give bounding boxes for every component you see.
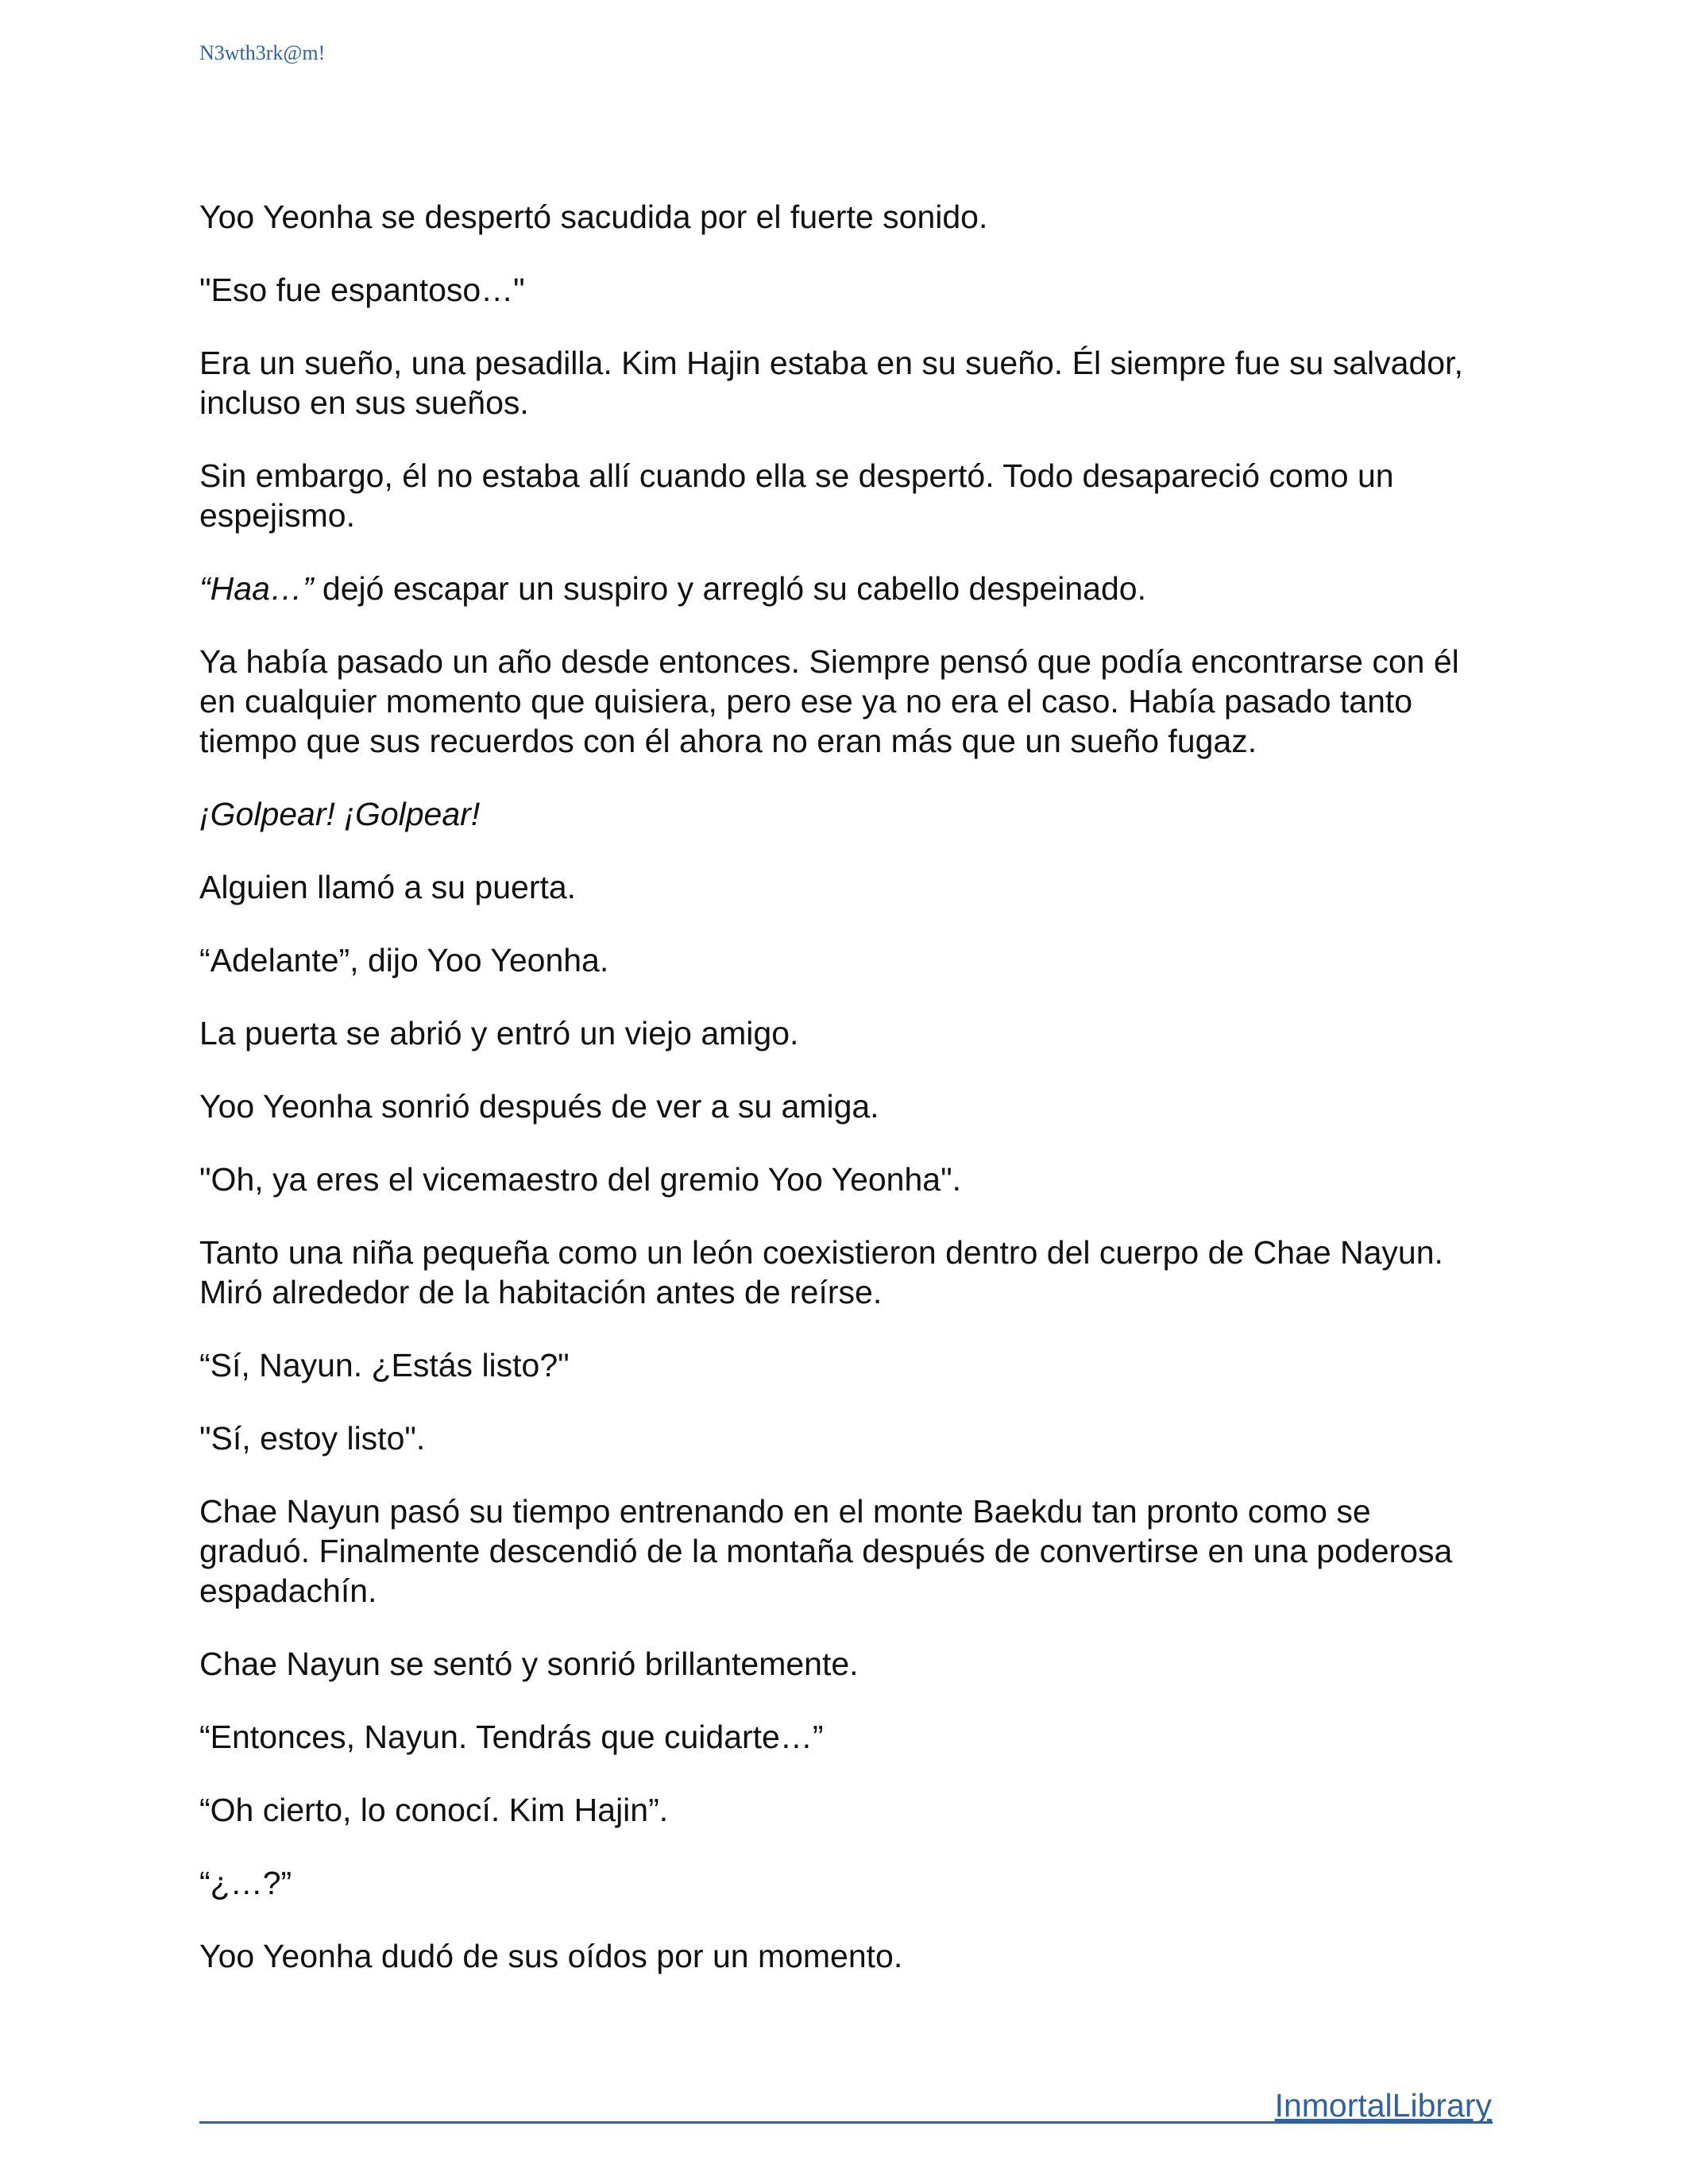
paragraph: Era un sueño, una pesadilla. Kim Hajin estaba en su sueño. Él siempre fue su salvador, incluso en sus sueños.	[199, 345, 1463, 421]
paragraph: Sin embargo, él no estaba allí cuando ella se despertó. Todo desapareció como un espejismo.	[199, 457, 1394, 534]
paragraph: “Entonces, Nayun. Tendrás que cuidarte…”	[199, 1719, 824, 1755]
document-body	[199, 197, 1494, 2009]
paragraph: Ya había pasado un año desde entonces. Siempre pensó que podía encontrarse con él en cualquier momento que quisiera, pero ese ya no era el caso. Había pasado tanto tiempo que sus recuerdos con él ahora no eran más que un sueño fugaz.	[199, 643, 1459, 759]
paragraph: "Eso fue espantoso…"	[199, 272, 525, 308]
paragraph: Tanto una niña pequeña como un león coexistieron dentro del cuerpo de Chae Nayun. Miró alrededor de la habitación antes de reírse.	[199, 1234, 1443, 1310]
paragraph: La puerta se abrió y entró un viejo amigo.	[199, 1015, 799, 1051]
paragraph: “¿…?”	[199, 1865, 292, 1901]
paragraph: Chae Nayun se sentó y sonrió brillantemente.	[199, 1646, 859, 1682]
italic-sigh: “Haa…”	[199, 570, 314, 607]
paragraph: "Sí, estoy listo".	[199, 1420, 426, 1457]
footer-library-link[interactable]: InmortalLibrary	[1274, 2087, 1492, 2124]
paragraph: Yoo Yeonha dudó de sus oídos por un momento.	[199, 1938, 903, 1974]
paragraph: “Oh cierto, lo conocí. Kim Hajin”.	[199, 1792, 669, 1828]
paragraph: Yoo Yeonha sonrió después de ver a su amiga.	[199, 1088, 879, 1125]
paragraph: Alguien llamó a su puerta.	[199, 869, 577, 905]
paragraph	[199, 794, 1494, 834]
paragraph	[199, 569, 1494, 608]
italic-knock: ¡Golpear! ¡Golpear!	[199, 796, 481, 832]
paragraph-text: dejó escapar un suspiro y arregló su cabello despeinado.	[313, 570, 1146, 607]
paragraph: “Adelante”, dijo Yoo Yeonha.	[199, 942, 609, 978]
paragraph: Chae Nayun pasó su tiempo entrenando en el monte Baekdu tan pronto como se graduó. Finalmente descendió de la montaña después de convertirse en una poderosa espadachín.	[199, 1493, 1453, 1609]
paragraph: Yoo Yeonha se despertó sacudida por el fuerte sonido.	[199, 199, 988, 235]
header-watermark: N3wth3rk@m!	[199, 41, 326, 64]
paragraph: “Sí, Nayun. ¿Estás listo?"	[199, 1347, 570, 1383]
paragraph: "Oh, ya eres el vicemaestro del gremio Yoo Yeonha".	[199, 1161, 962, 1198]
